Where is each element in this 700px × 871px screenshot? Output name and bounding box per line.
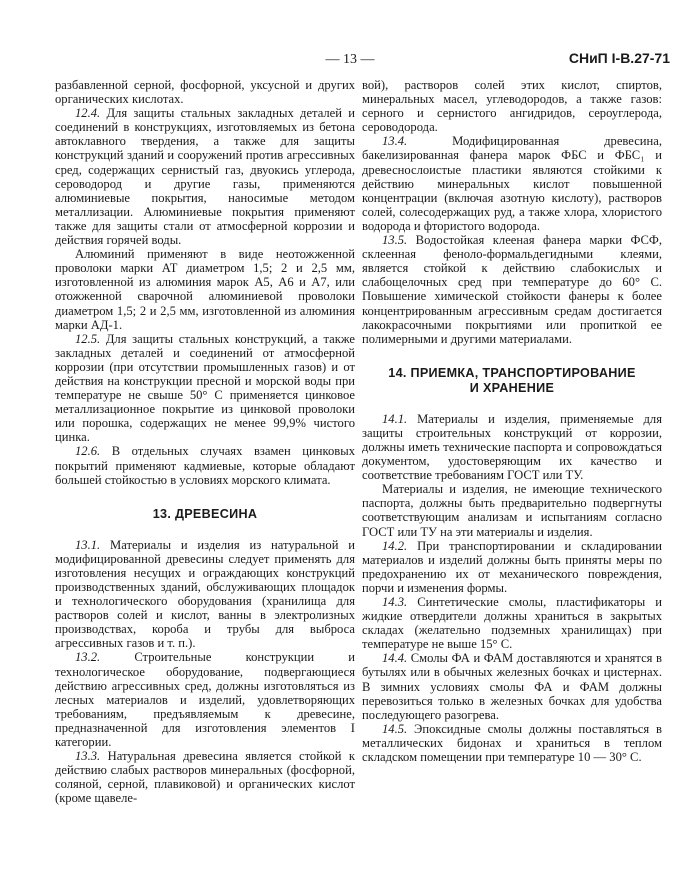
paragraph: вой), растворов солей этих кислот, спиртов, минеральных масел, углеводородов, а также газов: серного и сернистого ангидридов, сероуглерода, сероводорода. bbox=[362, 78, 662, 135]
paragraph-13-4 bbox=[362, 134, 662, 233]
paragraph-14-3 bbox=[362, 595, 662, 651]
clause-text: Водостойкая клееная фанера марки ФСФ, склеенная феноло-формальдегидными клеями, является стойкой к действию слабокислых и слабощелочных сред при температуре до 60° С. Повышение химической стойкости фанеры к более концентрированным агрессивным средам достигается лакокрасочными покрытиями или пропиткой ее полимерными и другими материалами. bbox=[362, 233, 662, 346]
clause-text: Синтетические смолы, пластификаторы и жидкие отвердители должны храниться в закрытых складах (желательно подземных хранилищах) при температуре не выше 15° С. bbox=[362, 595, 662, 652]
clause-text: В отдельных случаях взамен цинковых покрытий применяют кадмиевые, которые обладают большей стойкостью в условиях морского климата. bbox=[55, 444, 355, 487]
clause-text: Модифицированная древесина, бакелизированная фанера марок ФБС и ФБС₁ и древеснослоистые пластики являются стойкими к действию минеральных кислот повышенной концентрации (включая азотную кислоту), растворов солей, солесодержащих руд, а также хлора, хлористого водорода и фтористого водорода. bbox=[362, 134, 662, 233]
page-number: — 13 — bbox=[325, 52, 375, 67]
clause-text: При транспортировании и складировании материалов и изделий должны быть приняты меры по предохранению их от механического повреждения, порчи и изменения формы. bbox=[362, 538, 662, 595]
paragraph: разбавленной серной, фосфорной, уксусной и других органических кислотах. bbox=[55, 78, 355, 107]
clause-number: 14.4. bbox=[382, 651, 408, 666]
clause-text: Для защиты стальных закладных деталей и соединений в конструкциях, изготовляемых из бетона автоклавного твердения, а также для защиты конструкций зданий и сооружений против агрессивных сред, содержащих сернистый газ, двуокись углерода, сероводород и другие газы, применяются алюминиевые покрытия, наносимые методом металлизации. Алюминиевые покрытия применяют также для защиты стали от атмосферной коррозии и действия горячей воды. bbox=[55, 106, 355, 248]
clause-text: Для защиты стальных конструкций, а также закладных деталей и соединений от атмосферной коррозии (при отсутствии промышленных газов) и от действия на конструкции пресной и морской воды при температуре не свыше 50° С применяется цинковое металлизационное покрытие из цинковой проволоки или порошка, содержащих не менее 99,9% чистого цинка. bbox=[55, 331, 355, 445]
paragraph-12-4 bbox=[55, 106, 355, 247]
section-13-heading bbox=[55, 507, 355, 522]
clause-number: 14.1. bbox=[382, 411, 408, 426]
paragraph-14-4 bbox=[362, 651, 662, 721]
paragraph-14-1 bbox=[362, 412, 662, 482]
clause-text: Смолы ФА и ФАМ доставляются и хранятся в бутылях или в обычных железных бочках и цистернах. В зимних условиях смолы ФА и ФАМ должны перевозиться только в железных бочках для удобства последующего разогрева. bbox=[362, 651, 662, 722]
section-title-line-2: И ХРАНЕНИЕ bbox=[469, 380, 555, 395]
clause-text: Строительные конструкции и технологическое оборудование, подвергающиеся действию агрессивных сред, должны изготовляться из лесных материалов и изделий, удовлетворяющих требованиям, предъявляемым к древесине, предназначенной для изготовления элементов I категории. bbox=[55, 650, 355, 750]
paragraph: Материалы и изделия, не имеющие технического паспорта, должны быть предварительно подвергнуты соответствующим анализам и испытаниям согласно ГОСТ или ТУ на эти материалы и изделия. bbox=[362, 482, 662, 539]
paragraph: Алюминий применяют в виде неотожженной проволоки марки АТ диаметром 1,5; 2 и 2,5 мм, изготовленной из алюминия марок А5, А6 и А7, или отожженной сварочной алюминиевой проволоки диаметром 1,5; 2 и 2,5 мм, изготовленной из алюминия марки АД-1. bbox=[55, 247, 355, 332]
clause-number: 14.2. bbox=[382, 538, 408, 553]
paragraph-14-5 bbox=[362, 722, 662, 764]
clause-number: 14.5. bbox=[382, 721, 408, 736]
paragraph-14-2 bbox=[362, 539, 662, 595]
clause-text: Материалы и изделия, применяемые для защиты строительных конструкций от коррозии, должны иметь технические паспорта и сопровождаться документом, удостоверяющим их качество и соответствие требованиям ГОСТ или ТУ. bbox=[362, 411, 662, 483]
paragraph-13-5 bbox=[362, 233, 662, 346]
section-title-line-1: 14. ПРИЕМКА, ТРАНСПОРТИРОВАНИЕ bbox=[388, 365, 636, 380]
section-title: 13. ДРЕВЕСИНА bbox=[152, 506, 258, 521]
clause-number: 13.4. bbox=[382, 134, 408, 149]
left-column bbox=[55, 78, 355, 806]
paragraph-13-3 bbox=[55, 749, 355, 805]
paragraph-13-1 bbox=[55, 538, 355, 651]
clause-number: 13.5. bbox=[382, 233, 408, 248]
clause-text: Материалы и изделия из натуральной и модифицированной древесины следует применять для изготовления несущих и ограждающих конструкций производственных зданий, обслуживающих площадок и технологического оборудования (хранилища для растворов солей и кислот, ванны в электролизных производствах, короба и трубы для выброса агрессивных газов и т. п.). bbox=[55, 537, 355, 651]
paragraph-13-2 bbox=[55, 650, 355, 749]
clause-text: Эпоксидные смолы должны поставляться в металлических бидонах и храниться в теплом складском помещении при температуре 10 — 30° С. bbox=[362, 721, 662, 765]
clause-number: 12.5. bbox=[75, 331, 101, 346]
clause-number: 13.3. bbox=[75, 749, 101, 764]
clause-number: 13.2. bbox=[75, 650, 101, 665]
right-column bbox=[362, 78, 662, 764]
paragraph-12-6 bbox=[55, 444, 355, 486]
section-14-heading bbox=[362, 366, 662, 396]
clause-number: 13.1. bbox=[75, 537, 101, 552]
clause-number: 12.6. bbox=[75, 444, 101, 459]
paragraph-12-5 bbox=[55, 332, 355, 445]
clause-number: 12.4. bbox=[75, 106, 101, 121]
document-code: СНиП I-В.27-71 bbox=[568, 50, 670, 66]
clause-number: 14.3. bbox=[382, 595, 408, 609]
clause-text: Натуральная древесина является стойкой к действию слабых растворов минеральных (фосфорной, соляной, серной, плавиковой) и органических кислот (кроме щавеле- bbox=[55, 749, 355, 806]
